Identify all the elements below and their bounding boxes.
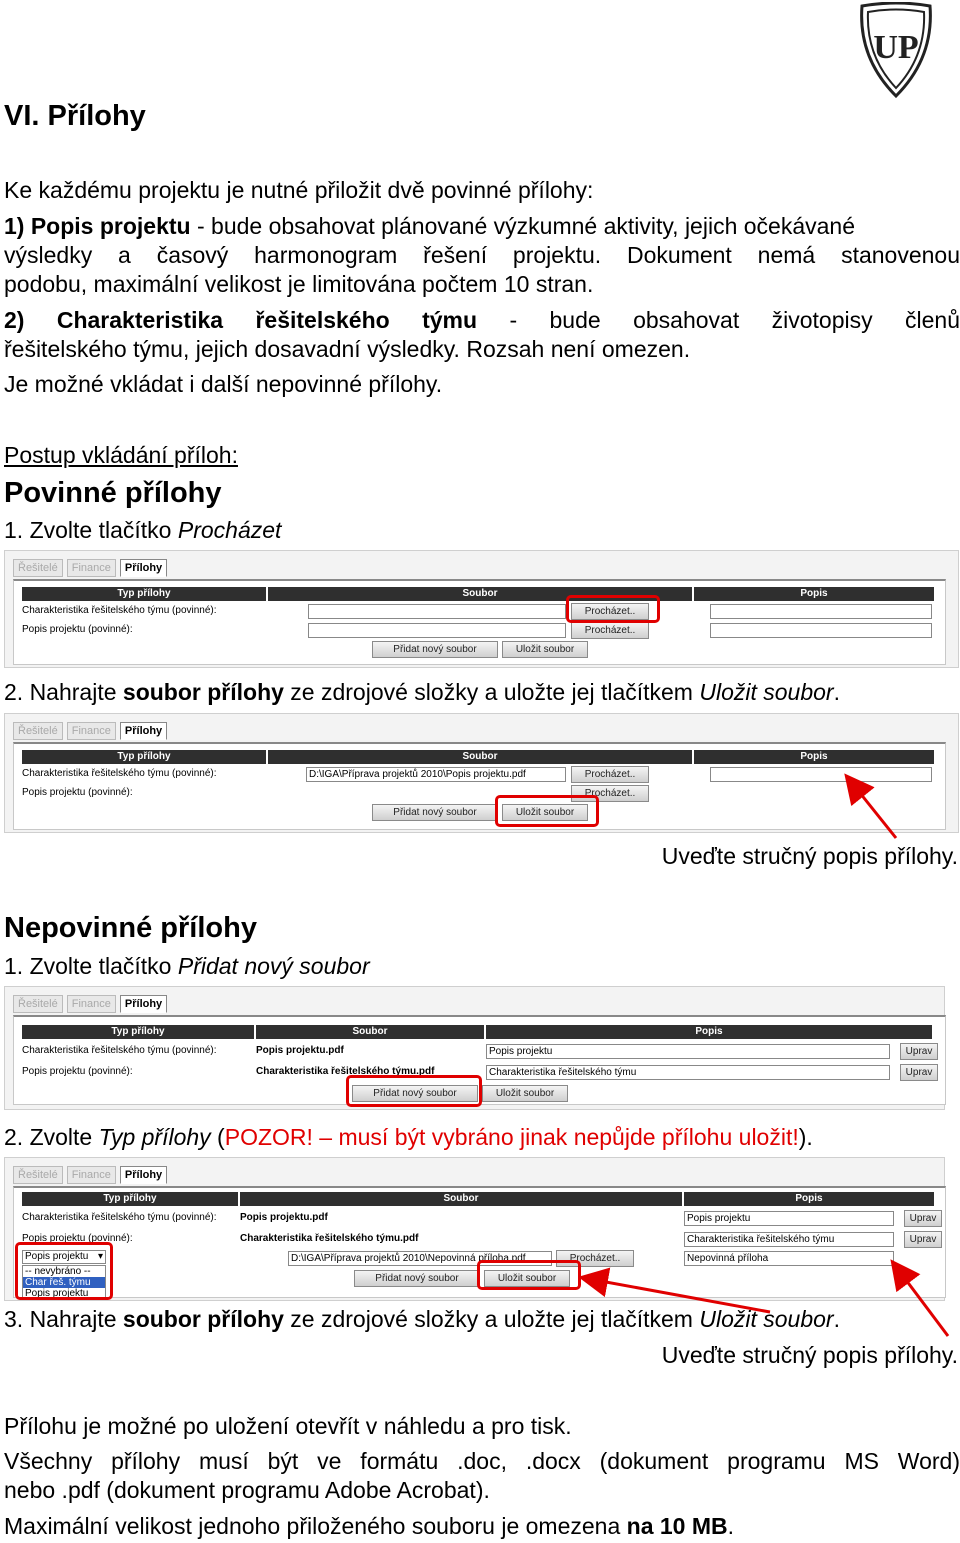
- col-header-popis: Popis: [486, 1025, 932, 1039]
- browse-button-char[interactable]: Procházet..: [571, 603, 649, 620]
- desc-input-new[interactable]: Nepovinná příloha: [684, 1251, 894, 1266]
- row-label-popis: Popis projektu (povinné):: [22, 1066, 133, 1077]
- col-header-soubor: Soubor: [256, 1025, 484, 1039]
- warning-text: POZOR! – musí být vybráno jinak nepůjde přílohu uložit!: [224, 1124, 799, 1150]
- desc-input-char[interactable]: Charakteristika řešitelského týmu: [684, 1232, 894, 1247]
- col-header-popis: Popis: [694, 587, 934, 601]
- item1-title: 1) Popis projektu: [4, 213, 191, 239]
- tab-prilohy[interactable]: Přílohy: [120, 722, 167, 740]
- row-label-popis: Popis projektu (povinné):: [22, 624, 133, 635]
- format-line-2: nebo .pdf (dokument programu Adobe Acrobat).: [4, 1477, 490, 1503]
- row-label-popis: Popis projektu (povinné):: [22, 1233, 133, 1244]
- uploaded-file-char[interactable]: Charakteristika řešitelského týmu.pdf: [256, 1066, 435, 1077]
- chevron-down-icon: ▾: [97, 1251, 103, 1262]
- edit-button-2[interactable]: Uprav: [900, 1064, 938, 1081]
- save-file-button[interactable]: Uložit soubor: [502, 804, 588, 821]
- col-header-popis: Popis: [694, 750, 934, 764]
- add-file-button[interactable]: Přidat nový soubor: [352, 1085, 478, 1102]
- step1-text: 1. Zvolte tlačítko Procházet: [4, 517, 282, 543]
- save-file-button[interactable]: Uložit soubor: [484, 1270, 570, 1287]
- row-label-char: Charakteristika řešitelského týmu (povinné):: [22, 605, 217, 616]
- arrow-to-save: [584, 1278, 770, 1312]
- add-file-button[interactable]: Přidat nový soubor: [372, 641, 498, 658]
- browse-button-popis[interactable]: Procházet..: [571, 622, 649, 639]
- opt-step3-text: 3. Nahrajte soubor přílohy ze zdrojové složky a uložte jej tlačítkem Uložit soubor.: [4, 1306, 840, 1332]
- optional-heading: Nepovinné přílohy: [4, 912, 257, 944]
- item2-text: - bude obsahovat životopisy členů: [477, 307, 960, 333]
- mandatory-heading: Povinné přílohy: [4, 477, 222, 509]
- file-input-char[interactable]: D:\IGA\Příprava projektů 2010\Popis projektu.pdf: [306, 767, 566, 782]
- tab-resitele[interactable]: Řešitelé: [13, 559, 63, 577]
- item2-line2: řešitelského týmu, jejich dosavadní výsledky. Rozsah není omezen.: [4, 336, 691, 362]
- save-file-button[interactable]: Uložit soubor: [482, 1085, 568, 1102]
- tab-finance[interactable]: Finance: [67, 995, 116, 1013]
- step2-text: 2. Nahrajte soubor přílohy ze zdrojové složky a uložte jej tlačítkem Uložit soubor.: [4, 679, 840, 705]
- col-header-popis: Popis: [684, 1192, 934, 1206]
- edit-button-2[interactable]: Uprav: [904, 1231, 942, 1248]
- item2-title: 2) Charakteristika řešitelského týmu: [4, 307, 478, 333]
- row-label-popis: Popis projektu (povinné):: [22, 787, 133, 798]
- edit-button-1[interactable]: Uprav: [900, 1043, 938, 1060]
- opt-step2-text: 2. Zvolte Typ přílohy (POZOR! – musí být vybráno jinak nepůjde přílohu uložit!).: [4, 1124, 813, 1150]
- col-header-soubor: Soubor: [268, 587, 692, 601]
- add-file-button[interactable]: Přidat nový soubor: [354, 1270, 480, 1287]
- row-label-char: Charakteristika řešitelského týmu (povinné):: [22, 768, 217, 779]
- uploaded-file-popis[interactable]: Popis projektu.pdf: [240, 1212, 328, 1223]
- opt-step1-text: 1. Zvolte tlačítko Přidat nový soubor: [4, 953, 370, 979]
- browse-button-new[interactable]: Procházet..: [556, 1250, 634, 1267]
- intro-text: Ke každému projektu je nutné přiložit dvě povinné přílohy:: [4, 177, 594, 203]
- tab-resitele[interactable]: Řešitelé: [13, 995, 63, 1013]
- tab-finance[interactable]: Finance: [67, 559, 116, 577]
- tab-resitele[interactable]: Řešitelé: [13, 1166, 63, 1184]
- file-input-new[interactable]: D:\IGA\Příprava projektů 2010\Nepovinná příloha.pdf: [288, 1251, 552, 1266]
- arrow-to-desc-1: [848, 778, 896, 838]
- size-limit: Maximální velikost jednoho přiloženého souboru je omezena na 10 MB.: [4, 1513, 735, 1539]
- procedure-heading: Postup vkládání příloh:: [4, 442, 238, 468]
- save-file-button[interactable]: Uložit soubor: [502, 641, 588, 658]
- preview-note: Přílohu je možné po uložení otevřít v náhledu a pro tisk.: [4, 1413, 572, 1439]
- option-none[interactable]: -- nevybráno --: [25, 1266, 91, 1277]
- option-char[interactable]: Char řeš. týmu: [23, 1277, 105, 1288]
- section-title: VI. Přílohy: [4, 100, 146, 132]
- item1-line2: výsledky a časový harmonogram řešení projektu. Dokument nemá stanovenou: [4, 242, 960, 268]
- edit-button-1[interactable]: Uprav: [904, 1210, 942, 1227]
- item1-text: - bude obsahovat plánované výzkumné aktivity, jejich očekávané: [190, 213, 855, 239]
- tab-prilohy[interactable]: Přílohy: [120, 559, 167, 577]
- col-header-typ: Typ přílohy: [22, 1025, 254, 1039]
- col-header-typ: Typ přílohy: [22, 587, 266, 601]
- desc-input-char[interactable]: Charakteristika řešitelského týmu: [486, 1065, 890, 1080]
- uploaded-file-char[interactable]: Charakteristika řešitelského týmu.pdf: [240, 1233, 419, 1244]
- col-header-typ: Typ přílohy: [22, 750, 266, 764]
- select-current-value: Popis projektu ▾: [25, 1251, 103, 1262]
- browse-button-popis[interactable]: Procházet..: [571, 785, 649, 802]
- svg-text:UP: UP: [873, 29, 919, 66]
- format-line-1: Všechny přílohy musí být ve formátu .doc, .docx (dokument programu MS Word): [4, 1448, 960, 1474]
- row-label-char: Charakteristika řešitelského týmu (povinné):: [22, 1212, 217, 1223]
- tab-prilohy[interactable]: Přílohy: [120, 1166, 167, 1184]
- browse-button-char[interactable]: Procházet..: [571, 766, 649, 783]
- tab-finance[interactable]: Finance: [67, 722, 116, 740]
- item1-line3: podobu, maximální velikost je limitována počtem 10 stran.: [4, 271, 594, 297]
- desc-input-popis[interactable]: Popis projektu: [486, 1044, 890, 1059]
- optional-note: Je možné vkládat i další nepovinné přílohy.: [4, 371, 443, 397]
- tab-finance[interactable]: Finance: [67, 1166, 116, 1184]
- add-file-button[interactable]: Přidat nový soubor: [372, 804, 498, 821]
- row-label-char: Charakteristika řešitelského týmu (povinné):: [22, 1045, 217, 1056]
- col-header-soubor: Soubor: [268, 750, 692, 764]
- desc-hint-2: Uveďte stručný popis přílohy.: [661, 1342, 958, 1368]
- tab-resitele[interactable]: Řešitelé: [13, 722, 63, 740]
- arrow-to-desc-2: [894, 1264, 948, 1336]
- desc-hint-1: Uveďte stručný popis přílohy.: [661, 843, 958, 869]
- option-popis[interactable]: Popis projektu: [25, 1288, 89, 1299]
- col-header-typ: Typ přílohy: [22, 1192, 238, 1206]
- col-header-soubor: Soubor: [240, 1192, 682, 1206]
- tab-prilohy[interactable]: Přílohy: [120, 995, 167, 1013]
- desc-input-popis[interactable]: Popis projektu: [684, 1211, 894, 1226]
- uploaded-file-popis[interactable]: Popis projektu.pdf: [256, 1045, 344, 1056]
